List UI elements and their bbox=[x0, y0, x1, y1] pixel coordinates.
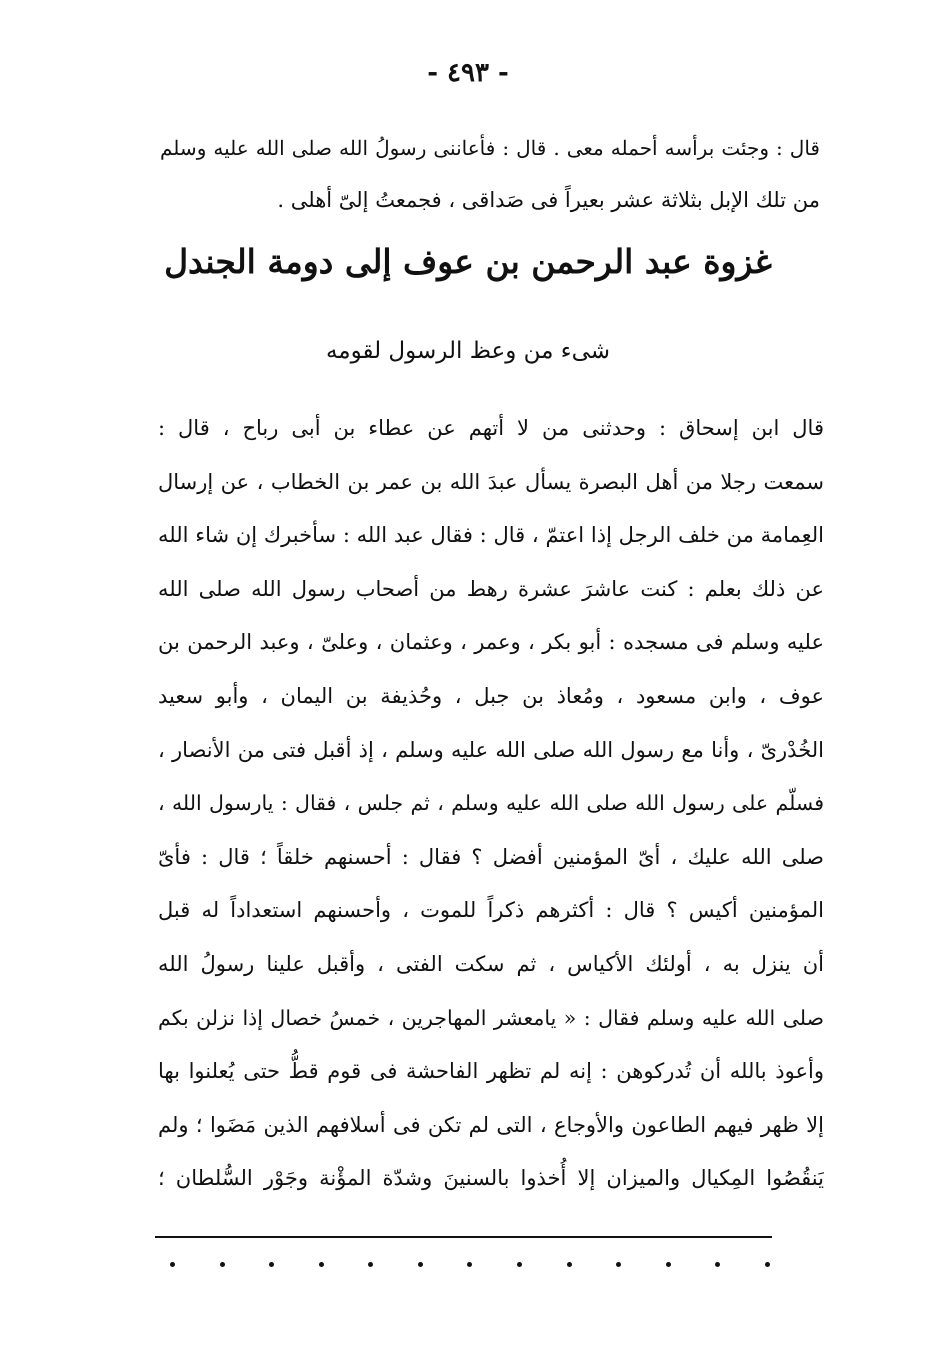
body-line: صلى الله عليك ، أىّ المؤمنين أفضل ؟ فقال : أحسنهم خلقاً ؛ قال : فأىّ bbox=[158, 844, 824, 869]
chapter-title: غزوة عبد الرحمن بن عوف إلى دومة الجندل bbox=[164, 242, 772, 281]
body-line: قال ابن إسحاق : وحدثنى من لا أتهم عن عطاء بن أبى رباح ، قال : bbox=[158, 416, 824, 440]
section-title: شىء من وعظ الرسول لقومه bbox=[325, 338, 611, 364]
footnote-dots bbox=[170, 1262, 770, 1267]
body-line: الخُدْرىّ ، وأنا مع رسول الله صلى الله عليه وسلم ، إذ أقبل فتى من الأنصار ، bbox=[158, 737, 824, 762]
body-line: سمعت رجلا من أهل البصرة يسأل عبدَ الله بن عمر بن الخطاب ، عن إرسال bbox=[158, 469, 824, 494]
dot-mark bbox=[368, 1262, 373, 1267]
dot-mark bbox=[715, 1262, 720, 1267]
body-line: عوف ، وابن مسعود ، ومُعاذ بن جبل ، وحُذيفة بن اليمان ، وأبو سعيد bbox=[158, 683, 824, 708]
dot-mark bbox=[269, 1262, 274, 1267]
dot-mark bbox=[170, 1262, 175, 1267]
body-line: المؤمنين أكيس ؟ قال : أكثرهم ذكراً للموت ، وأحسنهم استعداداً له قبل bbox=[158, 898, 824, 923]
intro-line: من تلك الإبل بثلاثة عشر بعيراً فى صَداقى ، فجمعتُ إلىّ أهلى . bbox=[277, 188, 820, 212]
page-number: - ٤٩٣ - bbox=[427, 58, 509, 88]
body-line: إلا ظهر فيهم الطاعون والأوجاع ، التى لم تكن فى أسلافهم الذين مَضَوا ؛ ولم bbox=[158, 1112, 824, 1137]
dot-mark bbox=[220, 1262, 225, 1267]
intro-paragraph bbox=[160, 122, 820, 226]
dot-mark bbox=[765, 1262, 770, 1267]
body-line: يَنقُصُوا المِكيال والميزان إلا أُخذوا بالسنينَ وشدّة المؤْنة وجَوْر السُّلطان ؛ bbox=[158, 1166, 824, 1191]
dot-mark bbox=[517, 1262, 522, 1267]
dot-mark bbox=[666, 1262, 671, 1267]
body-line: العِمامة من خلف الرجل إذا اعتمّ ، قال : فقال عبد الله : سأخبرك إن شاء الله bbox=[158, 523, 824, 548]
body-line: صلى الله عليه وسلم فقال : « يامعشر المهاجرين ، خمسُ خصال إذا نزلن بكم bbox=[158, 1005, 824, 1030]
dot-mark bbox=[467, 1262, 472, 1267]
dot-mark bbox=[418, 1262, 423, 1267]
dot-mark bbox=[567, 1262, 572, 1267]
body-line: عن ذلك بعلم : كنت عاشرَ عشرة رهط من أصحاب رسول الله صلى الله bbox=[158, 576, 824, 601]
body-paragraph bbox=[158, 402, 824, 1206]
body-line: عليه وسلم فى مسجده : أبو بكر ، وعمر ، وعثمان ، وعلىّ ، وعبد الرحمن بن bbox=[158, 630, 824, 655]
body-line: وأعوذ بالله أن تُدركوهن : إنه لم تظهر الفاحشة فى قوم قطُّ حتى يُعلنوا بها bbox=[158, 1059, 824, 1084]
body-line: أن ينزل به ، أولئك الأكياس ، ثم سكت الفتى ، وأقبل علينا رسولُ الله bbox=[158, 951, 824, 976]
footnote-divider bbox=[155, 1236, 772, 1238]
dot-mark bbox=[616, 1262, 621, 1267]
body-line: فسلّم على رسول الله صلى الله عليه وسلم ، ثم جلس ، فقال : يارسول الله ، bbox=[158, 791, 824, 816]
intro-line: قال : وجئت برأسه أحمله معى . قال : فأعاننى رسولُ الله صلى الله عليه وسلم bbox=[160, 136, 820, 160]
dot-mark bbox=[319, 1262, 324, 1267]
